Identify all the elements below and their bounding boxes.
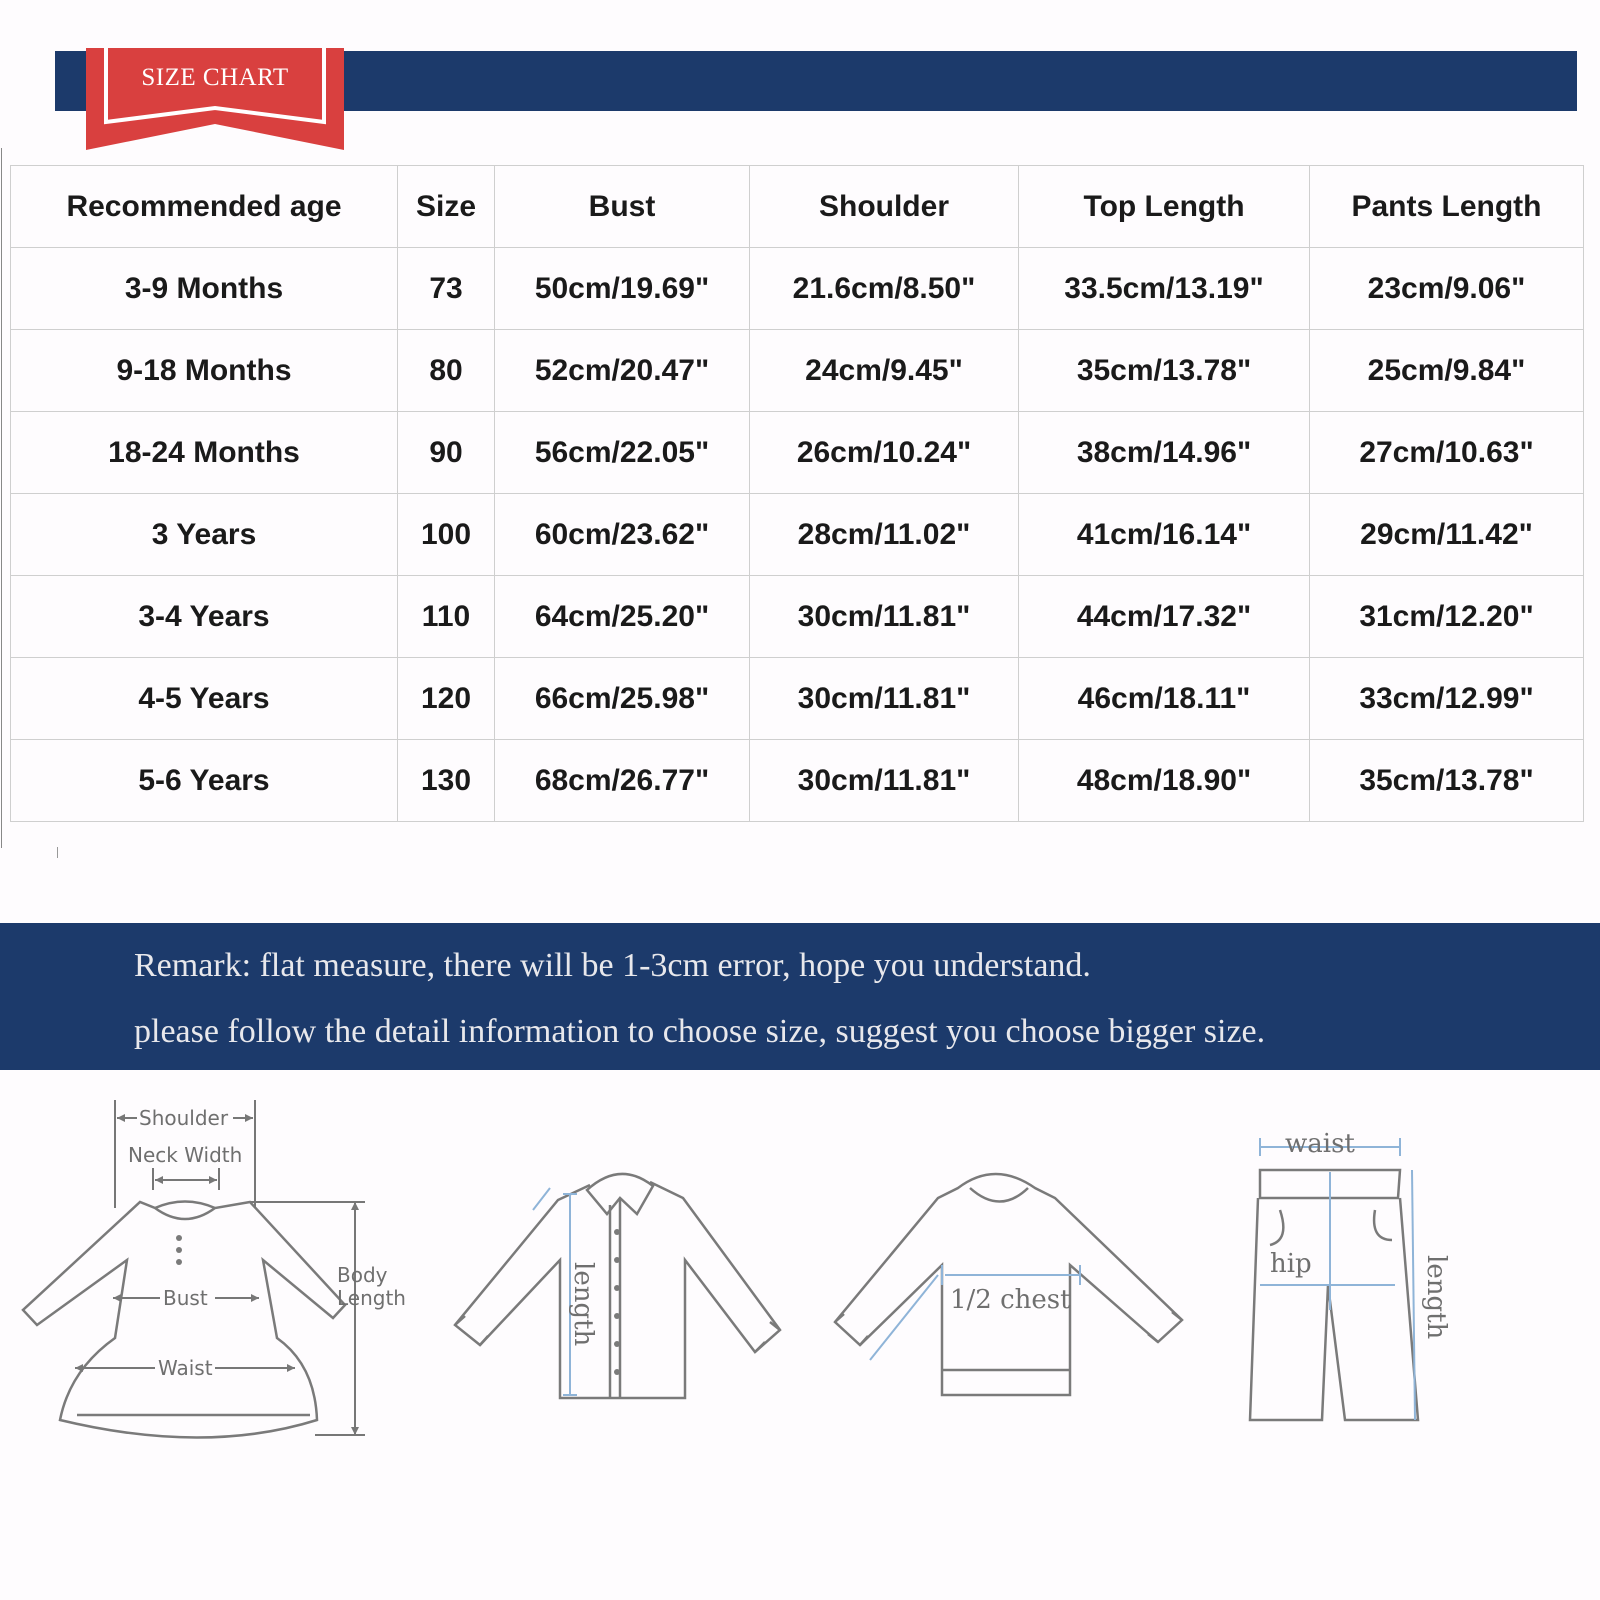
bust-label: Bust [163, 1286, 208, 1310]
table-row [11, 576, 1584, 658]
table-cell: 25cm/9.84" [1310, 330, 1584, 412]
table-header-row [11, 166, 1584, 248]
table-cell: 30cm/11.81" [750, 576, 1019, 658]
table-cell: 50cm/19.69" [495, 248, 750, 330]
column-header: Pants Length [1310, 166, 1584, 248]
size-table [10, 165, 1584, 822]
table-cell: 66cm/25.98" [495, 658, 750, 740]
table-cell: 44cm/17.32" [1019, 576, 1310, 658]
table-cell: 33.5cm/13.19" [1019, 248, 1310, 330]
shoulder-label: Shoulder [139, 1106, 229, 1130]
table-cell: 68cm/26.77" [495, 740, 750, 822]
table-cell: 23cm/9.06" [1310, 248, 1584, 330]
table-cell: 33cm/12.99" [1310, 658, 1584, 740]
table-cell: 90 [398, 412, 495, 494]
divider [57, 847, 58, 858]
table-cell: 18-24 Months [11, 412, 398, 494]
table-cell: 21.6cm/8.50" [750, 248, 1019, 330]
table-cell: 56cm/22.05" [495, 412, 750, 494]
table-cell: 31cm/12.20" [1310, 576, 1584, 658]
table-cell: 35cm/13.78" [1019, 330, 1310, 412]
table-cell: 46cm/18.11" [1019, 658, 1310, 740]
table-cell: 100 [398, 494, 495, 576]
table-cell: 48cm/18.90" [1019, 740, 1310, 822]
table-cell: 35cm/13.78" [1310, 740, 1584, 822]
column-header: Recommended age [11, 166, 398, 248]
table-cell: 38cm/14.96" [1019, 412, 1310, 494]
table-row [11, 248, 1584, 330]
table-cell: 9-18 Months [11, 330, 398, 412]
table-cell: 27cm/10.63" [1310, 412, 1584, 494]
body-length-label: Length [337, 1286, 406, 1310]
table-cell: 80 [398, 330, 495, 412]
table-row [11, 330, 1584, 412]
table-cell: 52cm/20.47" [495, 330, 750, 412]
table-cell: 30cm/11.81" [750, 658, 1019, 740]
shirt-diagram [455, 1090, 805, 1410]
column-header: Bust [495, 166, 750, 248]
table-cell: 4-5 Years [11, 658, 398, 740]
length-label: length [1421, 1255, 1451, 1340]
remark-banner [0, 923, 1600, 1070]
pants-diagram [1250, 1090, 1490, 1430]
table-row [11, 658, 1584, 740]
table-cell: 3 Years [11, 494, 398, 576]
table-row [11, 494, 1584, 576]
table-cell: 24cm/9.45" [750, 330, 1019, 412]
size-chart-badge [86, 48, 344, 150]
table-cell: 60cm/23.62" [495, 494, 750, 576]
table-cell: 64cm/25.20" [495, 576, 750, 658]
chest-label: 1/2 chest [950, 1285, 1071, 1315]
column-header: Top Length [1019, 166, 1310, 248]
table-cell: 28cm/11.02" [750, 494, 1019, 576]
table-cell: 130 [398, 740, 495, 822]
table-cell: 26cm/10.24" [750, 412, 1019, 494]
sweater-diagram [830, 1090, 1190, 1410]
waist-label: waist [1285, 1129, 1355, 1159]
table-cell: 3-9 Months [11, 248, 398, 330]
table-cell: 73 [398, 248, 495, 330]
table-cell: 3-4 Years [11, 576, 398, 658]
divider [1, 148, 2, 848]
size-chart-title: SIZE CHART [141, 64, 289, 91]
table-cell: 30cm/11.81" [750, 740, 1019, 822]
table-cell: 29cm/11.42" [1310, 494, 1584, 576]
table-row [11, 412, 1584, 494]
table-cell: 120 [398, 658, 495, 740]
length-label: length [568, 1262, 598, 1347]
neck-width-label: Neck Width [128, 1143, 243, 1167]
column-header: Size [398, 166, 495, 248]
column-header: Shoulder [750, 166, 1019, 248]
table-cell: 5-6 Years [11, 740, 398, 822]
hip-label: hip [1270, 1249, 1312, 1279]
body-length-label: Body [337, 1263, 388, 1287]
remark-text: Remark: flat measure, there will be 1-3cm error, hope you understand. [134, 947, 1091, 984]
table-cell: 110 [398, 576, 495, 658]
table-row [11, 740, 1584, 822]
remark-text: please follow the detail information to choose size, suggest you choose bigger size. [134, 1013, 1266, 1050]
dress-diagram [15, 1090, 415, 1450]
table-cell: 41cm/16.14" [1019, 494, 1310, 576]
waist-label: Waist [158, 1356, 213, 1380]
